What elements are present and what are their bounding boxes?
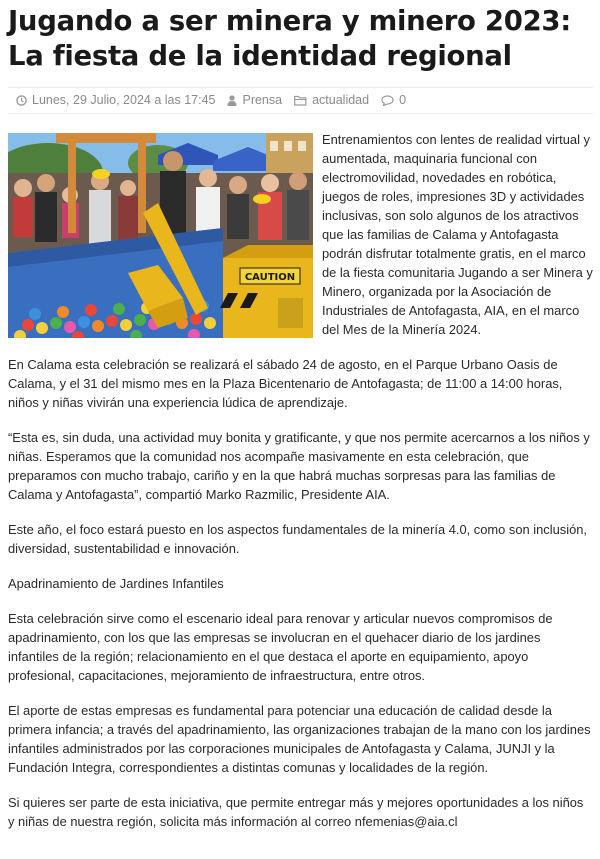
meta-category[interactable] [294, 88, 369, 113]
meta-category-link[interactable]: actualidad [312, 93, 370, 107]
comment-icon [381, 95, 394, 106]
paragraph-focus: Este año, el foco estará puesto en los aspectos fundamentales de la minería 4.0, como son inclusión, diversidad, sustentabilidad e innovación. [8, 522, 587, 556]
meta-date-text: Lunes, 29 Julio, 2024 a las 17:45 [32, 93, 216, 107]
meta-author-link[interactable]: Prensa [242, 93, 283, 107]
paragraph-lead: Entrenamientos con lentes de realidad virtual y aumentada, maquinaria funcional con electromovilidad, novedades en robótica, juegos de roles, impresiones 3D y actividades inclusivas, son solo algunos de los atractivos que las familias de Calama y Antofagasta podrán disfrutar totalmente gratis, en el marco de la fiesta comunitaria Jugando a ser Minera y Minero, organizada por la Asociación de Industriales de Antofagasta, AIA, en el marco del Mes de la Minería 2024. [322, 132, 593, 337]
article-meta [8, 87, 593, 114]
paragraph-sponsorship: Esta celebración sirve como el escenario ideal para renovar y articular nuevos compromisos de apadrinamiento, con los que las empresas se involucran en el quehacer diario de los jardines infantiles de la región; relacionamiento en el que destaca el aporte en equipamiento, apoyo profesional, capacitaciones, mejoramiento de infraestructura, entre otros. [8, 611, 553, 683]
paragraph-quote: “Esta es, sin duda, una actividad muy bonita y gratificante, y que nos permite acercarnos a los niños y niñas. Esperamos que la comunidad nos acompañe masivamente en esta celebración, que preparamos con mucho trabajo, cariño y en la que habrá muchas sorpresas para las familias de Calama y Antofagasta”, compartió Marko Razmilic, Presidente AIA. [8, 430, 590, 502]
meta-author[interactable] [227, 88, 282, 113]
paragraph-dates: En Calama esta celebración se realizará el sábado 24 de agosto, en el Parque Urbano Oasis de Calama, y el 31 del mismo mes en la Plaza Bicentenario de Antofagasta; de 11:00 a 14:00 horas, niños y niñas vivirán una experiencia lúdica de aprendizaje. [8, 357, 563, 410]
paragraph-contribution: El aporte de estas empresas es fundamental para potenciar una educación de calidad desde la primera infancia; a través del apadrinamiento, las organizaciones trabajan de la mano con los jardines infantiles administrados por las corporaciones municipales de Antofagasta y Calama, JUNJI y la Fundación Integra, correspondientes a distintas comunas y localidades de la región. [8, 703, 591, 775]
caution-sign-text: CAUTION [244, 272, 296, 283]
article-title: Jugando a ser minera y minero 2023: La fiesta de la identidad regional [8, 5, 571, 72]
meta-date [16, 88, 215, 113]
clock-icon [16, 95, 27, 106]
meta-comments[interactable] [381, 88, 406, 113]
section-subtitle: Apadrinamiento de Jardines Infantiles [8, 576, 224, 591]
paragraph-contact: Si quieres ser parte de esta iniciativa, que permite entregar más y mejores oportunidades a los niños y niñas de nuestra región, solicita más información al correo nfemenias@aia.cl [8, 795, 584, 829]
meta-comments-count[interactable]: 0 [399, 93, 407, 107]
user-icon [227, 95, 237, 106]
event-photo-illustration [8, 133, 313, 338]
article-photo [8, 133, 313, 338]
folder-icon [294, 95, 307, 106]
article-body [8, 130, 593, 831]
